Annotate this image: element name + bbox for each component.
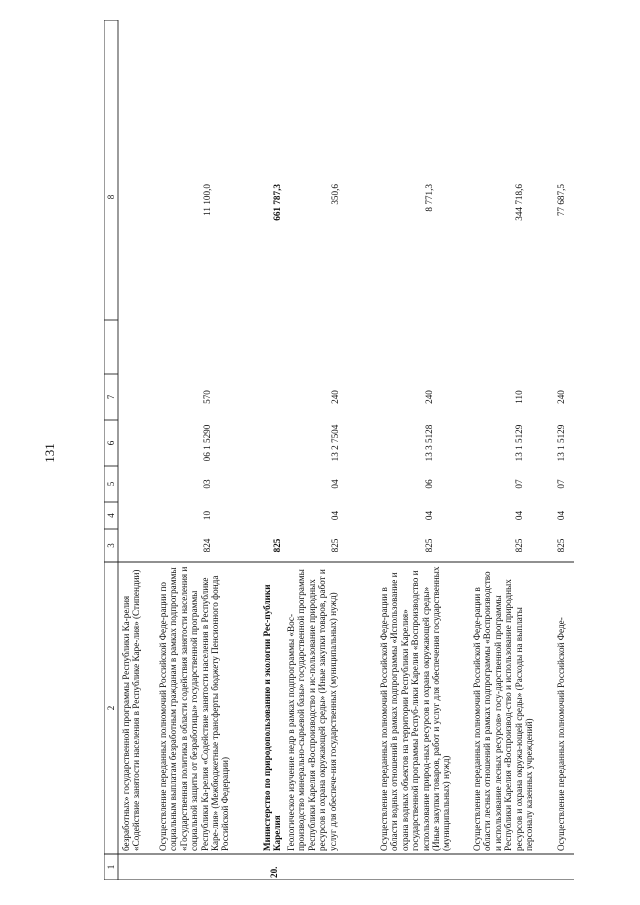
row-code-4: 04 [514, 510, 524, 521]
row-code-6: 13 1 5129 [514, 424, 524, 462]
row-code-3: 824 [202, 538, 212, 553]
row-name: Геологическое изучение недр в рамках подпрограммы «Вос-производство минерально-сырьевой базы» государственной программы Республики Карелия «Воспроизводство и ис-пользование природных ресурсов и охрана окружающей среды» (Иные закупки товаров, работ и услуг для обеспече-ния государственных (муниципальных) нужд) [286, 569, 338, 851]
header-col-3: 3 [106, 543, 116, 548]
row-code-6: 13 1 5129 [556, 424, 566, 462]
row-code-6: 13 2 7504 [330, 424, 340, 462]
row-code-3: 825 [556, 538, 566, 553]
header-col-4: 4 [106, 513, 116, 518]
row-code-5: 04 [330, 479, 340, 489]
row-code-3: 825 [514, 538, 524, 553]
row-code-4: 04 [424, 510, 434, 521]
row-code-5: 07 [514, 479, 524, 489]
row-name: Осуществление переданных полномочий Российской Феде-рации в области лесных отношений в рамках подпрограммы «Воспроизводство и использование лесных ресурсов» госу-дарственной программы Республики Карелия «Воспроизвод-ство и использование природных ресурсов и охрана окружа-ющей среды» (Расходы на выплаты персоналу казенных учреждений) [472, 571, 534, 851]
row-code-5: 06 [424, 479, 434, 489]
row-amount: 350,6 [330, 184, 340, 205]
row-amount: 344 718,6 [514, 184, 524, 221]
row-amount: 8 771,3 [424, 184, 434, 212]
row-name: Осуществление переданных полномочий Российской Феде-рации в области водных отношений в рамках подпрограммы «Использование и охрана водных объектов на территории Республики Карелия» государственной программы Респуб-лики Карелия «Воспроизводство и использование природ-ных ресурсов и охрана окружающей среды» (Иные закупки товаров, работ и услуг для обеспечения государственных (муниципальных) нужд) [379, 566, 452, 851]
row-code-7: 110 [514, 390, 524, 404]
row-number: 20. [269, 866, 279, 878]
row-code-4: 04 [330, 510, 340, 521]
row-code-4: 04 [556, 510, 566, 521]
budget-table [104, 20, 574, 880]
row-code-5: 03 [202, 479, 212, 489]
row-code-3: 825 [272, 538, 282, 553]
row-code-6: 13 3 5128 [424, 424, 434, 462]
row-name: Осуществление переданных полномочий Российской Феде- [556, 617, 566, 851]
row-code-7: 240 [424, 390, 434, 404]
row-code-7: 240 [556, 390, 566, 404]
row-name: безработных» государственной программы Республики Ка-релия «Содействие занятости населения в Республике Каре-лия» (Стипендии) [121, 569, 142, 851]
row-code-7: 240 [330, 390, 340, 404]
row-name: Осуществление переданных полномочий Российской Феде-рации по социальным выплатам безработным гражданам в рамках подпрограммы «Государственная политика в области содействия занятости населения и социальной защиты от безработицы» государственной программы Республики Ка-релия «Содействие занятости населения в Республике Каре-лия» (Межбюджетные трансферты бюджету Пенсионного фонда Российской Федерации) [158, 566, 231, 851]
header-col-7: 7 [106, 394, 116, 400]
row-code-3: 825 [330, 538, 340, 553]
header-col-1: 1 [106, 864, 116, 870]
row-code-3: 825 [424, 538, 434, 553]
row-amount: 77 687,5 [556, 184, 566, 217]
header-col-2: 2 [106, 705, 116, 711]
row-amount: 661 787,3 [272, 184, 282, 221]
header-col-5: 5 [106, 481, 116, 487]
row-code-4: 10 [202, 510, 212, 521]
header-col-6: 6 [106, 440, 116, 446]
page-number: 131 [42, 443, 57, 463]
row-name: Министерство по природопользованию и экологии Рес-публики Карелия [262, 584, 283, 851]
row-code-5: 07 [556, 479, 566, 489]
row-amount: 11 100,0 [202, 184, 212, 216]
header-col-8: 8 [106, 194, 116, 200]
row-code-6: 06 1 5290 [202, 424, 212, 462]
row-code-7: 570 [202, 390, 212, 404]
